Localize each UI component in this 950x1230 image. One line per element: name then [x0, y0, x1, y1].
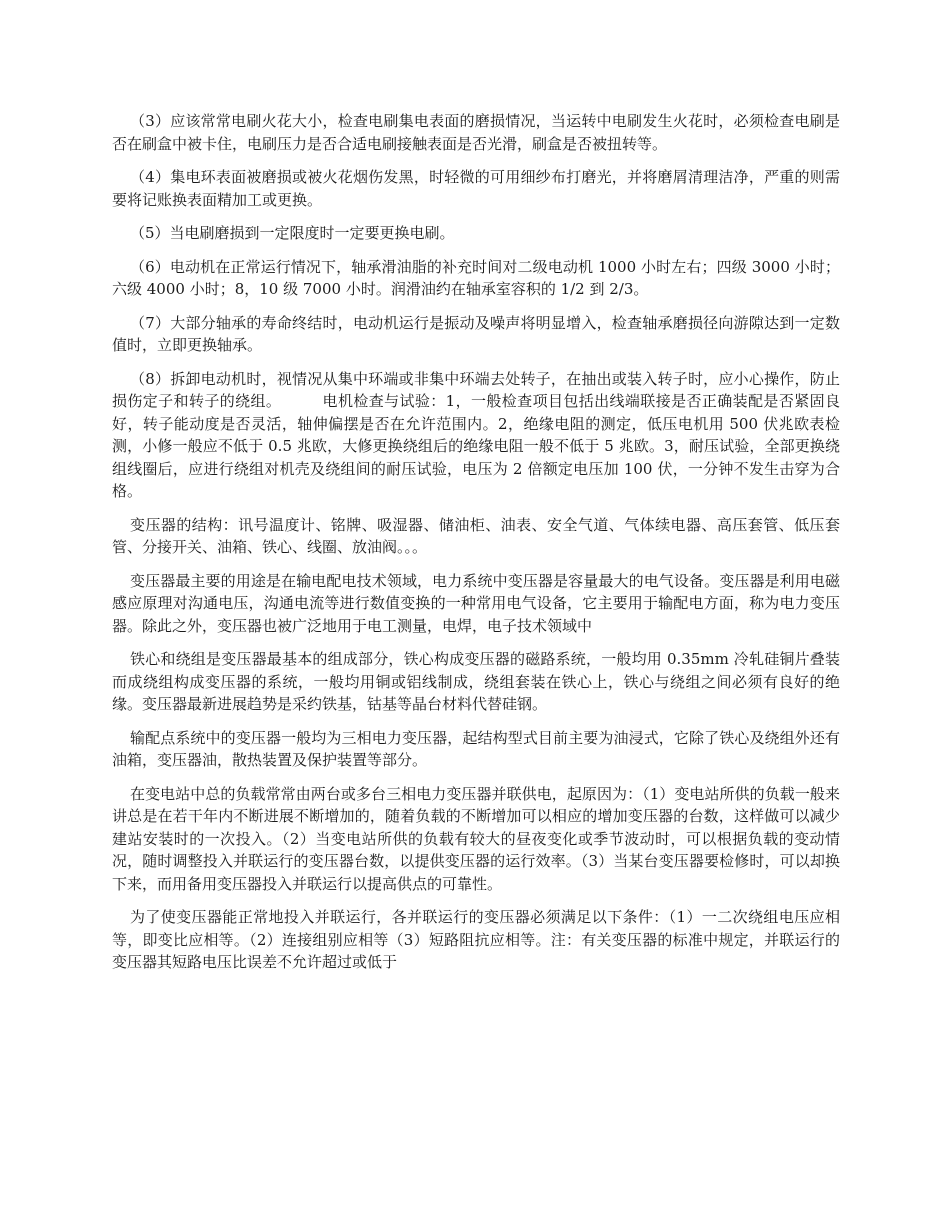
- paragraph-core-winding: 铁心和绕组是变压器最基本的组成部分，铁心构成变压器的磁路系统，一般均用 0.35mm 冷轧硅铜片叠装而成绕组构成变压器的系统，一般均用铜或铝线制成，绕组套装在铁心上，铁心与绕组之间必须有良好的绝缘。变压器最新进展趋势是采约铁基，钴基等晶台材料代替硅钢。: [112, 650, 840, 713]
- paragraph-collector-ring: （4）集电环表面被磨损或被火花烟伤发黑，时轻微的可用细纱布打磨光，并将磨屑清理洁净，严重的则需要将记账换表面精加工或更换。: [112, 168, 840, 209]
- paragraph-three-phase: 输配点系统中的变压器一般均为三相电力变压器，起结构型式目前主要为油浸式，它除了铁心及绕组外还有油箱，变压器油，散热装置及保护装置等部分。: [112, 728, 840, 769]
- paragraph-parallel-reasons: 在变电站中总的负载常常由两台或多台三相电力变压器并联供电，起原因为：（1）变电站所供的负载一般来讲总是在若干年内不断进展不断增加的，随着负载的不断增加可以相应的增加变压器的台数，这样做可以减少建站安装时的一次投入。（2）当变电站所供的负载有较大的昼夜变化或季节波动时，可以根据负载的变动情况，随时调整投入并联运行的变压器台数，以提供变压器的运行效率。（3）当某台变压器要检修时，可以却换下来，而用备用变压器投入并联运行以提高供点的可靠性。: [112, 784, 840, 893]
- paragraph-transformer-usage: 变压器最主要的用途是在输电配电技术领域，电力系统中变压器是容量最大的电气设备。变压器是利用电磁感应原理对沟通电压，沟通电流等进行数值变换的一种常用电气设备，它主要用于输配电方面，称为电力变压器。除此之外，变压器也被广泛地用于电工测量，电焊，电子技术领域中: [112, 571, 840, 635]
- paragraph-transformer-structure: 变压器的结构：讯号温度计、铭牌、吸湿器、储油柜、油表、安全气道、气体续电器、高压套管、低压套管、分接开关、油箱、铁心、线圈、放油阀。。。: [112, 515, 840, 556]
- paragraph-parallel-conditions: 为了使变压器能正常地投入并联运行，各并联运行的变压器必须满足以下条件：（1）一二次绕组电压应相等，即变比应相等。（2）连接组别应相等（3）短路阻抗应相等。注：有关变压器的标准中规定，并联运行的变压器其短路电压比误差不允许超过或低于: [112, 908, 840, 971]
- paragraph-bearing-life: （7）大部分轴承的寿命终结时，电动机运行是振动及噪声将明显增入，检查轴承磨损径向游隙达到一定数值时，立即更换轴承。: [112, 313, 840, 354]
- paragraph-motor-disassembly-test: （8）拆卸电动机时，视情况从集中环端或非集中环端去处转子，在抽出或装入转子时，应小心操作，防止损伤定子和转子的绕组。 电机检查与试验：1，一般检查项目包括出线端联接是否正确装配是否紧固良好，转子能动度是否灵活，轴伸偏摆是否在允许范围内。2，绝缘电阻的测定，低压电机用 500 伏兆欧表检测，小修一般应不低于 0.5 兆欧，大修更换绕组后的绝缘电阻一般不低于 5 兆欧。3，耐压试验，全部更换绕组线圈后，应进行绕组对机壳及绕组间的耐压试验，电压为 2 倍额定电压加 100 伏，一分钟不发生击穿为合格。: [112, 369, 840, 500]
- paragraph-brush-spark-check: （3）应该常常电刷火花大小，检查电刷集电表面的磨损情况，当运转中电刷发生火花时，必须检查电刷是否在刷盒中被卡住，电刷压力是否合适电刷接触表面是否光滑，刷盒是否被扭转等。: [112, 112, 840, 153]
- paragraph-brush-replace: （5）当电刷磨损到一定限度时一定要更换电刷。: [130, 224, 455, 242]
- document-body: [112, 110, 840, 985]
- paragraph-bearing-grease: （6）电动机在正常运行情况下，轴承滑油脂的补充时间对二级电动机 1000 小时左右；四级 3000 小时；六级 4000 小时；8，10 级 7000 小时。润滑油约在轴承室容积的 1/2 到 2/3。: [112, 257, 840, 298]
